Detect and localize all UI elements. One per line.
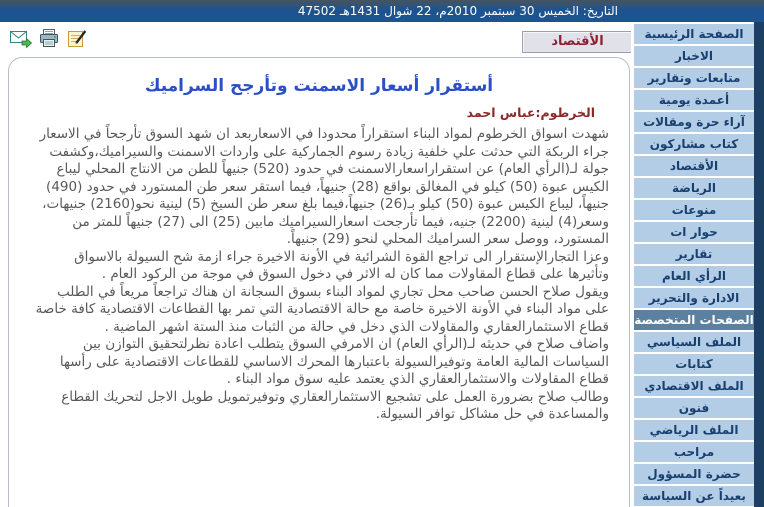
sidebar-item-14[interactable]: الملف السياسي — [634, 332, 754, 352]
sidebar-item-3[interactable]: أعمدة يومية — [634, 90, 754, 110]
sidebar-item-8[interactable]: منوعات — [634, 200, 754, 220]
sidebar-item-6[interactable]: الأقتصاد — [634, 156, 754, 176]
article-paragraph-3: واضاف صلاح في حديثه لـ(الرأي العام) ان الامرفي السوق يتطلب اعادة نظرلتحقيق التوازن بين السياسات المالية العامة وتوفيرالسيولة باعتبارها المحرك الاساسي للقطاعات الاقتصادية على رأسها قطاع المقاولات والاستثمارالعقاري الذي يعتمد عليه سوق مواد البناء . — [59, 336, 609, 387]
sidebar-item-15[interactable]: كتابات — [634, 354, 754, 374]
article-paragraph-1: وعزا التجارالإستقرار الى تراجع القوة الشرائية في الأونة الاخيرة جراء ازمة شح السيولة بالاسواق وتأثيرها على قطاع المقاولات مما كان له الاثر في دخول السوق في موجة من الركود العام . — [74, 248, 609, 282]
sidebar-item-19[interactable]: مراحب — [634, 442, 754, 462]
sidebar-nav — [634, 22, 754, 506]
sidebar-accent-strip — [754, 22, 764, 507]
sidebar-item-1[interactable]: الاخبار — [634, 46, 754, 66]
article-paragraph-0: شهدت اسواق الخرطوم لمواد البناء استقراراً محدودا في الاسعاربعد ان شهد السوق تأرجحاً في الاسعار جراء الربكة التي حدثت علي خلفية زيادة رسوم الجماركية على واردات الاسمنت والسيراميك،وكشفت جولة لـ(الرأي العام) عن استقراراسعارالاسمنت في حدود (520) جنيهاً للطن من الانتاج المحلي ليباع الكيس عبوة (50) كيلو في المغالق بواقع (28) جنيهاً، فيما استقر سعر طن المستورد في حدود (490) جنيهاً، ليباع الكيس عبوة (50) كيلو بـ(26) جنيهاً،فيما بلغ سعر طن السيخ (5) لينية نحو(2160) جنيهات، وسعر(4) لينية (2200) جنيه، فيما تأرجحت اسعارالسيراميك مابين (25) الى (27) جنيهاً للمتر من المستورد، ووصل سعر السراميك المحلي لنحو (29) جنيهاً. — [39, 126, 609, 247]
sidebar — [631, 22, 764, 507]
tab-economy[interactable]: الأقتصاد — [522, 31, 633, 53]
article-paragraph-4: وطالب صلاح بضرورة العمل على تشجيع الاستثمارالعقاري وتوفيرتمويل طويل الاجل لتحريك القطاع والمساعدة في حل مشاكل توافر السيولة. — [61, 388, 609, 422]
article-box — [8, 57, 630, 507]
article-body — [29, 126, 609, 424]
sidebar-item-16[interactable]: الملف الاقتصادي — [634, 376, 754, 396]
sidebar-item-21[interactable]: بعيداً عن السياسة — [634, 486, 754, 506]
sidebar-item-10[interactable]: تقارير — [634, 244, 754, 264]
sidebar-item-9[interactable]: حوار ات — [634, 222, 754, 242]
print-icon-glyph — [38, 29, 61, 49]
sidebar-item-5[interactable]: كتاب مشاركون — [634, 134, 754, 154]
sidebar-item-18[interactable]: الملف الرياضي — [634, 420, 754, 440]
sidebar-item-0[interactable]: الصفحة الرئيسية — [634, 24, 754, 44]
sidebar-item-12[interactable]: الادارة والتحرير — [634, 288, 754, 308]
article-title: أستقرار أسعار الاسمنت وتأرجح السراميك — [144, 76, 494, 96]
article-paragraph-2: ويقول صلاح الحسن صاحب محل تجاري لمواد البناء بسوق السجانة ان هناك تراجعاً مريعاً في الطلب على مواد البناء في الأونة الاخيرة خاصة مع حالة الاقتصادية التي تمر بها القطاعات الاقتصادية كافة خاصة قطاع الاستثمارالعقاري والمقاولات الذي دخل في حالة من الثبات منذ الستة اشهر الماضية . — [35, 283, 609, 335]
top-date-bar — [0, 0, 764, 22]
comment-icon-glyph — [67, 29, 88, 49]
sidebar-item-2[interactable]: متابعات وتقارير — [634, 68, 754, 88]
sidebar-item-11[interactable]: الرأي العام — [634, 266, 754, 286]
article-byline: الخرطوم:عباس احمد — [466, 105, 595, 120]
sidebar-item-4[interactable]: آراء حرة ومقالات — [634, 112, 754, 132]
article-toolbar — [10, 29, 89, 49]
email-icon-glyph — [10, 29, 33, 49]
article — [9, 58, 629, 424]
sidebar-item-13[interactable]: الصفحات المتخصصة — [634, 310, 754, 330]
date-text: التاريخ: الخميس 30 سبتمبر 2010م، 22 شوال 1431هـ 47502 — [297, 4, 618, 18]
email-icon[interactable] — [10, 29, 33, 49]
sidebar-item-7[interactable]: الرياضة — [634, 178, 754, 198]
sidebar-item-17[interactable]: فنون — [634, 398, 754, 418]
comment-icon[interactable] — [66, 29, 89, 49]
print-icon[interactable] — [38, 29, 61, 49]
sidebar-item-20[interactable]: حضرة المسؤول — [634, 464, 754, 484]
